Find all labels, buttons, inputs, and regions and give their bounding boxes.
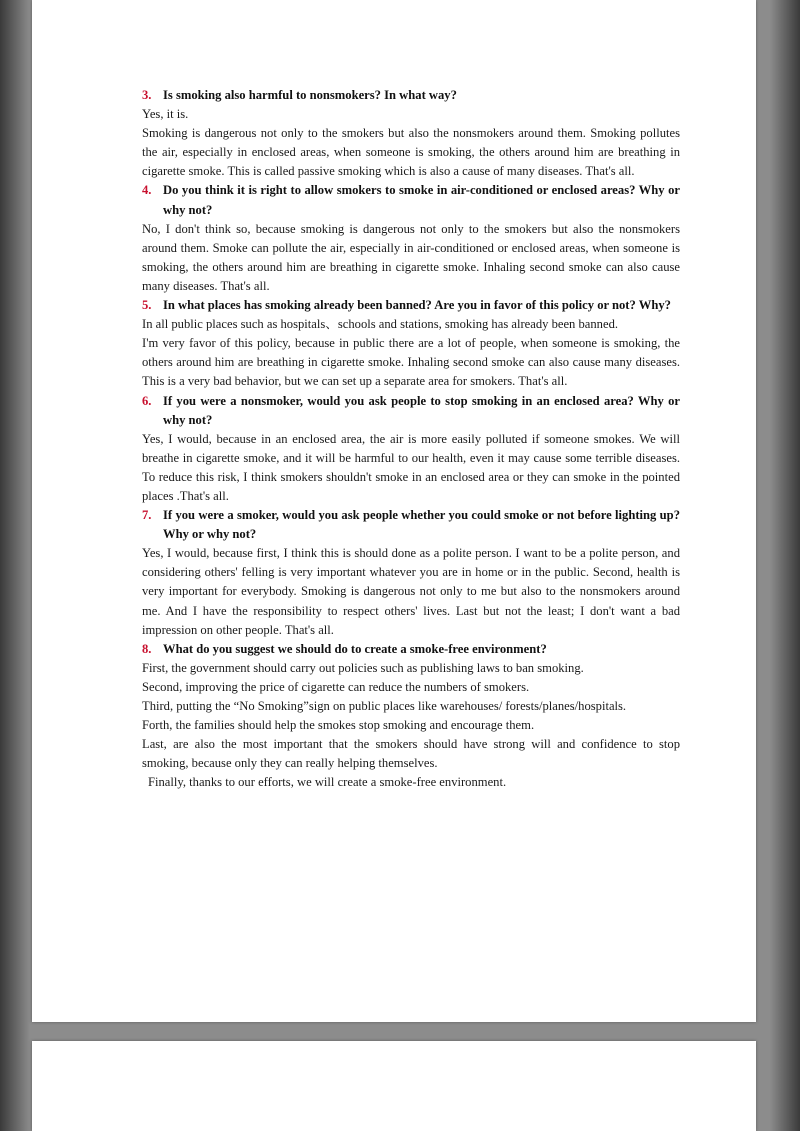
question-7 xyxy=(142,506,680,544)
answer-paragraph: Smoking is dangerous not only to the smokers but also the nonsmokers around them. Smoking pollutes the air, especially in enclosed areas, when someone is smoking, the others around him are breathing in cigarette smoke. This is called passive smoking which is also a cause of many diseases. That's all. xyxy=(142,126,680,179)
question-number: 7. xyxy=(142,508,152,523)
question-3 xyxy=(142,86,680,105)
next-page xyxy=(32,1041,756,1131)
question-text: If you were a smoker, would you ask people whether you could smoke or not before lighting up? Why or why not? xyxy=(163,508,680,542)
question-text: Do you think it is right to allow smokers to smoke in air-conditioned or enclosed areas? Why or why not? xyxy=(163,183,680,217)
question-number: 4. xyxy=(142,183,152,198)
answer-paragraph: Third, putting the “No Smoking”sign on public places like warehouses/ forests/planes/hospitals. xyxy=(142,699,627,713)
question-number: 8. xyxy=(142,641,152,656)
question-text: In what places has smoking already been banned? Are you in favor of this policy or not? Why? xyxy=(163,298,671,313)
answer-paragraph: Yes, I would, because in an enclosed area, the air is more easily polluted if someone smokes. We will breathe in cigarette smoke, and it will be harmful to our health, even it may cause some terrible diseases. To reduce this risk, I think smokers shouldn't smoke in an enclosed area or they can smoke in the pointed places .That's all. xyxy=(142,431,680,503)
answer-paragraph: Forth, the families should help the smokes stop smoking and encourage them. xyxy=(142,718,535,733)
question-8 xyxy=(142,640,680,659)
answer-paragraph: In all public places such as hospitals、schools and stations, smoking has already been banned. xyxy=(142,317,619,332)
question-number: 6. xyxy=(142,393,152,408)
answer-paragraph: Yes, I would, because first, I think this is should done as a polite person. I want to be a polite person, and considering others' felling is very important whatever you are in home or in the public. Second, health is very important for everybody. Smoking is dangerous not only to me but also to the nonsmokers around me. And I have the responsibility to respect others' lives. Last but not the least; I don't want a bad impression on other people. That's all. xyxy=(142,546,680,637)
question-text: If you were a nonsmoker, would you ask people to stop smoking in an enclosed area? Why or why not? xyxy=(163,393,680,427)
question-number: 3. xyxy=(142,88,152,102)
answer-paragraph: First, the government should carry out policies such as publishing laws to ban smoking. xyxy=(142,660,584,675)
answer-paragraph: Yes, it is. xyxy=(142,107,189,122)
answer-paragraph: Last, are also the most important that the smokers should have strong will and confidence to stop smoking, because only they can really helping themselves. xyxy=(142,737,680,771)
answer-paragraph: I'm very favor of this policy, because in public there are a lot of people, when someone is smoking, the others around him are breathing in cigarette smoke. Inhaling second smoke can also cause many diseases. This is a very bad behavior, but we can set up a separate area for smokers. That's all. xyxy=(142,336,680,389)
page-content xyxy=(142,86,680,792)
answer-paragraph: Finally, thanks to our efforts, we will create a smoke-free environment. xyxy=(148,775,507,790)
question-text: Is smoking also harmful to nonsmokers? In what way? xyxy=(163,88,457,102)
question-4 xyxy=(142,181,680,219)
question-text: What do you suggest we should do to create a smoke-free environment? xyxy=(163,641,547,656)
answer-paragraph: No, I don't think so, because smoking is dangerous not only to the smokers but also the nonsmokers around them. Smoke can pollute the air, especially in air-conditioned or enclosed areas, when someone is smoking, the others around him are breathing in cigarette smoke. Inhaling second smoke can also cause many diseases. That's all. xyxy=(142,221,680,293)
answer-paragraph: Second, improving the price of cigarette can reduce the numbers of smokers. xyxy=(142,679,530,694)
question-number: 5. xyxy=(142,298,152,313)
document-page xyxy=(32,0,756,1022)
question-6 xyxy=(142,392,680,430)
question-5 xyxy=(142,296,680,315)
